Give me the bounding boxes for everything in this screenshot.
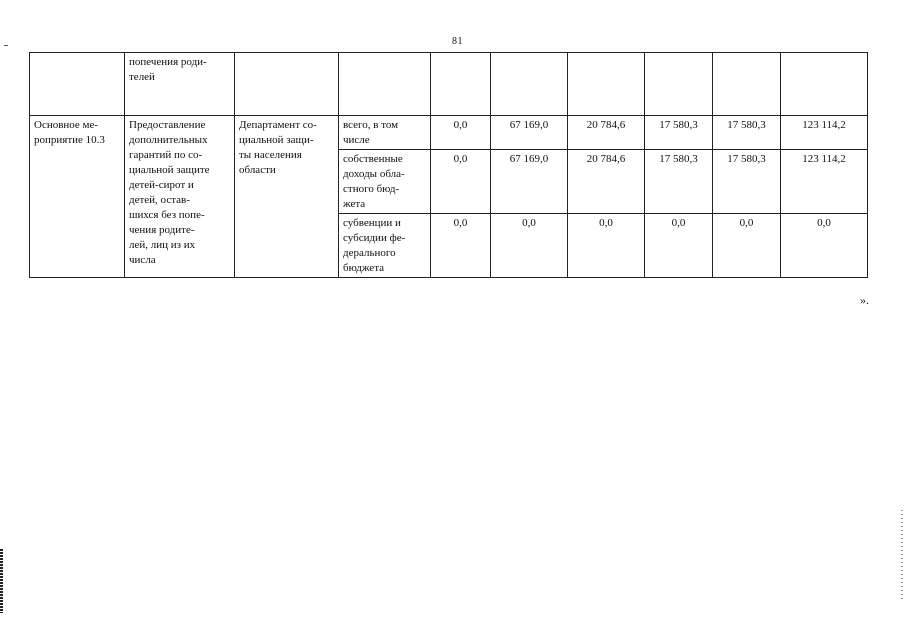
executor-cell: Департамент со- циальной защи- ты населения области	[235, 116, 339, 278]
value-cell: 0,0	[781, 214, 868, 278]
program-label-cell: Основное ме- роприятие 10.3	[30, 116, 125, 278]
scan-artifact-left	[0, 549, 3, 613]
value-cell: 0,0	[713, 214, 781, 278]
value-cell: 123 114,2	[781, 150, 868, 214]
value-cell: 17 580,3	[645, 150, 713, 214]
value-cell: 0,0	[645, 214, 713, 278]
value-cell: 17 580,3	[713, 150, 781, 214]
value-cell: 123 114,2	[781, 116, 868, 150]
budget-table	[29, 52, 868, 278]
value-cell: 0,0	[431, 150, 491, 214]
value-cell: 0,0	[431, 214, 491, 278]
table-row	[30, 116, 868, 150]
value-cell: 20 784,6	[568, 150, 645, 214]
table-cell	[431, 53, 491, 116]
value-cell: 0,0	[491, 214, 568, 278]
table-cell	[491, 53, 568, 116]
closing-quote-mark: ».	[860, 293, 869, 307]
table-cell	[30, 53, 125, 116]
table-cell	[713, 53, 781, 116]
table-row	[30, 53, 868, 116]
table-cell	[235, 53, 339, 116]
value-cell: 0,0	[431, 116, 491, 150]
value-cell: 17 580,3	[713, 116, 781, 150]
value-cell: 20 784,6	[568, 116, 645, 150]
value-cell: 17 580,3	[645, 116, 713, 150]
activity-description-cell: Предоставление дополнительных гарантий по со- циальной защите детей-сирот и детей, остав- шихся без попе- чения родите- лей, лиц из их числа	[125, 116, 235, 278]
source-label-cell: собственные доходы обла- стного бюд- жета	[339, 150, 431, 214]
source-label-cell: субвенции и субсидии фе- дерального бюджета	[339, 214, 431, 278]
scan-edge-tick	[4, 45, 8, 46]
table-cell: попечения роди- телей	[125, 53, 235, 116]
value-cell: 0,0	[568, 214, 645, 278]
table-cell	[645, 53, 713, 116]
table-cell	[339, 53, 431, 116]
value-cell: 67 169,0	[491, 150, 568, 214]
table-cell	[781, 53, 868, 116]
scan-artifact-right	[901, 510, 903, 600]
table-cell	[568, 53, 645, 116]
value-cell: 67 169,0	[491, 116, 568, 150]
page-number: 81	[452, 36, 463, 47]
source-label-cell: всего, в том числе	[339, 116, 431, 150]
